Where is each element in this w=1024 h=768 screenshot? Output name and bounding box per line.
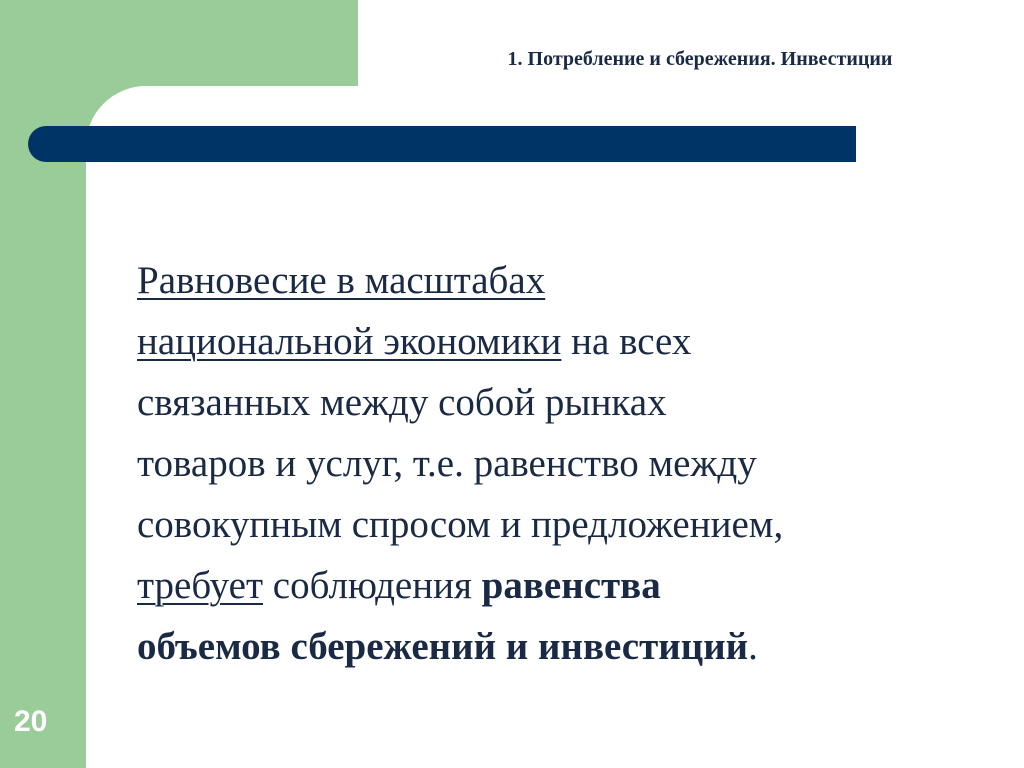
- body-text-segment: соблюдения: [263, 564, 482, 607]
- body-line-1: [137, 250, 997, 311]
- body-text-period: .: [748, 625, 758, 668]
- body-underlined-term-2: национальной экономики: [137, 320, 562, 363]
- left-green-sidebar: [0, 0, 86, 768]
- body-line-5: совокупным спросом и предложением,: [137, 503, 784, 546]
- body-bold-term-2: объемов сбережений и инвестиций: [137, 625, 749, 668]
- body-line-4: товаров и услуг, т.е. равенство между: [137, 442, 757, 485]
- top-green-block: [86, 0, 358, 86]
- body-underlined-term-1: Равновесие в масштабах: [137, 259, 546, 302]
- slide-number: 20: [14, 705, 48, 738]
- slide-body-text: [137, 250, 997, 677]
- body-underlined-verb: требует: [137, 564, 264, 607]
- title-underline-bar: [28, 126, 856, 162]
- body-line-3: связанных между собой рынках: [137, 381, 667, 424]
- body-line-7: [137, 616, 997, 677]
- body-line-2: [137, 311, 997, 372]
- slide-header-title: 1. Потребление и сбережения. Инвестиции: [507, 48, 893, 70]
- body-line-6: [137, 555, 997, 616]
- body-bold-term-1: равенства: [481, 564, 661, 607]
- body-text-segment: на всех: [561, 320, 692, 363]
